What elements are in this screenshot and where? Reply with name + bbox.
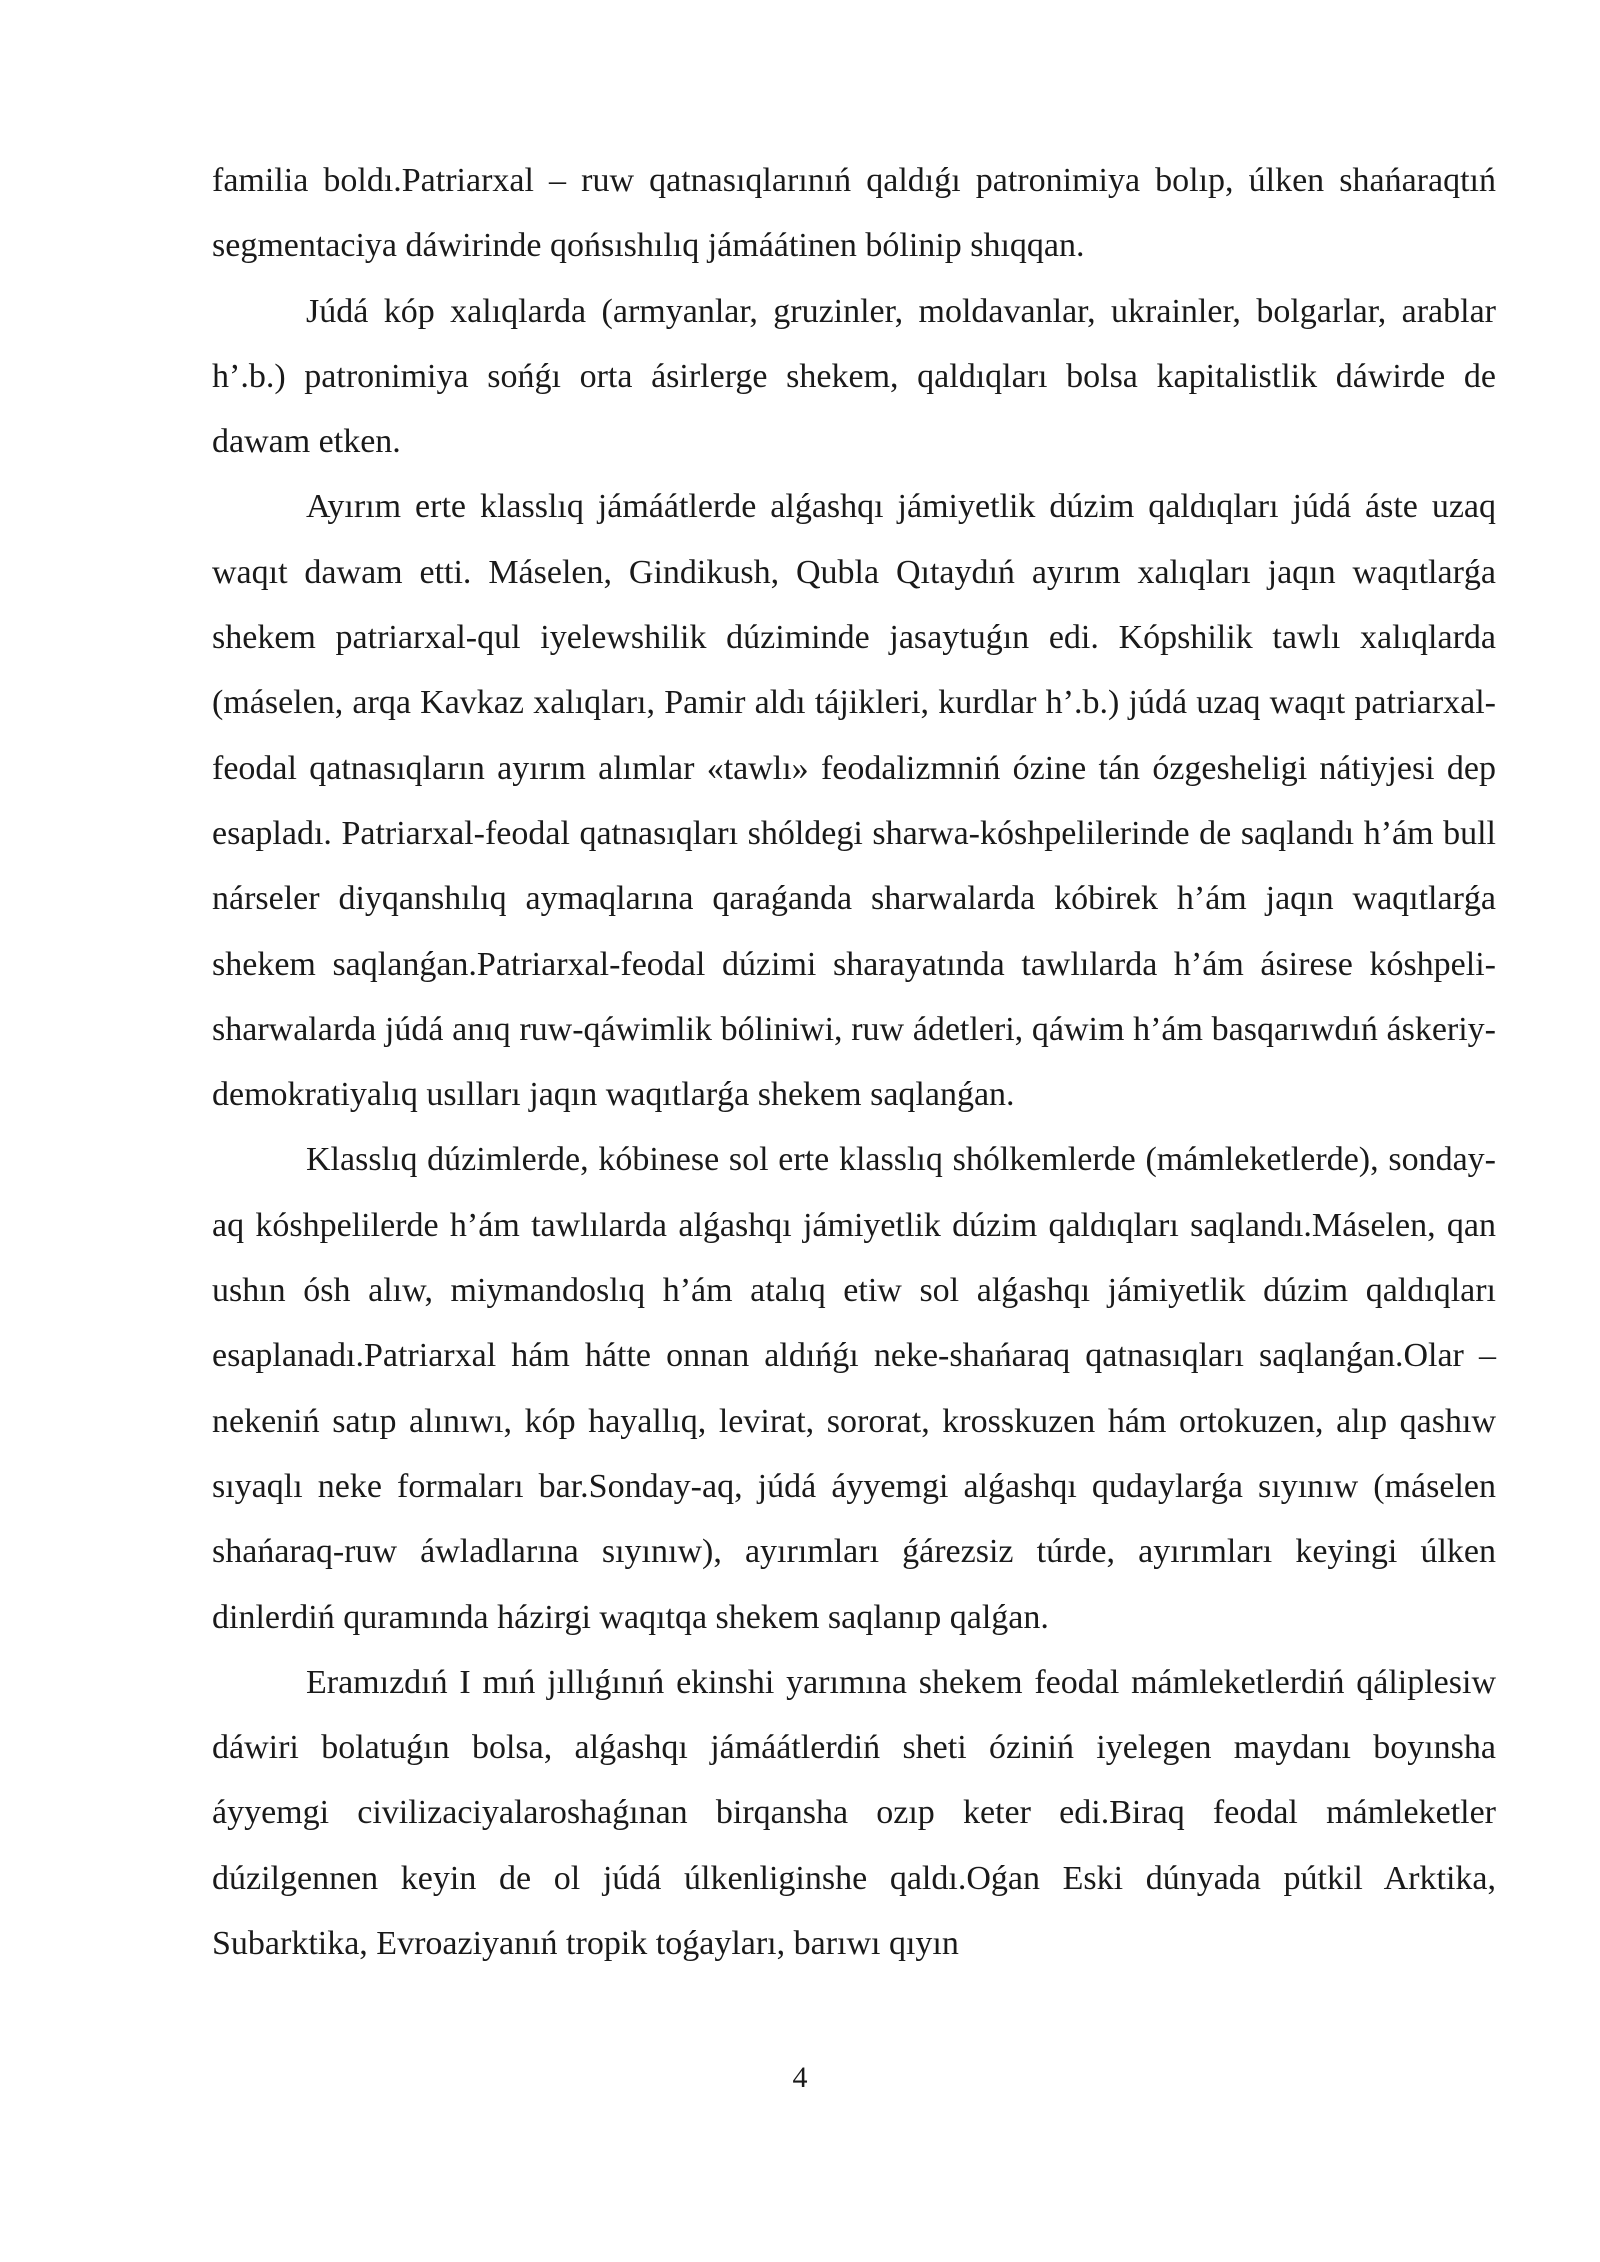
page-number: 4 — [792, 2061, 808, 2094]
paragraph-3: Ayırım erte klasslıq jámáátlerde alǵashqı jámiyetlik dúzim qaldıqları júdá áste uzaq waqıt dawam etti. Máselen, Gindikush, Qubla Qıtaydıń ayırım xalıqları jaqın waqıtlarǵa shekem patriarxal-qul iyelewshilik dúziminde jasaytuǵın edi. Kópshilik tawlı xalıqlarda (máselen, arqa Kavkaz xalıqları, Pamir aldı tájikleri, kurdlar h’.b.) júdá uzaq waqıt patriarxal-feodal qatnasıqların ayırım alımlar «tawlı» feodalizmniń ózine tán ózgesheligi nátiyjesi dep esapladı. Patriarxal-feodal qatnasıqları shóldegi sharwa-kóshpelilerinde de saqlandı h’ám bull nárseler diyqanshılıq aymaqlarına qaraǵanda sharwalarda kóbirek h’ám jaqın waqıtlarǵa shekem saqlanǵan.Patriarxal-feodal dúzimi sharayatında tawlılarda h’ám ásirese kóshpeli-sharwalarda júdá anıq ruw-qáwimlik bóliniwi, ruw ádetleri, qáwim h’ám basqarıwdıń áskeriy-demokratiyalıq usılları jaqın waqıtlarǵa shekem saqlanǵan. — [212, 488, 1496, 1114]
paragraph-2: Júdá kóp xalıqlarda (armyanlar, gruzinler, moldavanlar, ukrainler, bolgarlar, arablar h’.b.) patronimiya sońǵı orta ásirlerge shekem, qaldıqları bolsa kapitalistlik dáwirde de dawam etken. — [212, 292, 1496, 461]
paragraph-4: Klasslıq dúzimlerde, kóbinese sol erte klasslıq shólkemlerde (mámleketlerde), sonday-aq kóshpelilerde h’ám tawlılarda alǵashqı jámiyetlik dúzim qaldıqları saqlandı.Máselen, qan ushın ósh alıw, miymandoslıq h’ám atalıq etiw sol alǵashqı jámiyetlik dúzim qaldıqları esaplanadı.Patriarxal hám hátte onnan aldıńǵı neke-shańaraq qatnasıqları saqlanǵan.Olar – nekeniń satıp alınıwı, kóp hayallıq, levirat, sororat, krosskuzen hám ortokuzen, alıp qashıw sıyaqlı neke formaları bar.Sonday-aq, júdá áyyemgi alǵashqı qudaylarǵa sıyınıw (máselen shańaraq-ruw áwladlarına sıyınıw), ayırımları ǵárezsiz túrde, ayırımları keyingi úlken dinlerdiń quramında házirgi waqıtqa shekem saqlanıp qalǵan. — [212, 1141, 1496, 1636]
paragraph-1: familia boldı.Patriarxal – ruw qatnasıqlarınıń qaldıǵı patronimiya bolıp, úlken shańaraqtıń segmentaciya dáwirinde qońsıshılıq jámáátinen bólinip shıqqan. — [212, 162, 1496, 265]
paragraph-5: Eramızdıń I mıń jıllıǵınıń ekinshi yarımına shekem feodal mámleketlerdiń qáliplesiw dáwiri bolatuǵın bolsa, alǵashqı jámáátlerdiń sheti óziniń iyelegen maydanı boyınsha áyyemgi civilizaciyalaroshaǵınan birqansha ozıp keter edi.Biraq feodal mámleketler dúzilgennen keyin de ol júdá úlkenliginshe qaldı.Oǵan Eski dúnyada pútkil Arktika, Subarktika, Evroaziyanıń tropik toǵayları, barıwı qıyın — [212, 1663, 1496, 1963]
page-body — [212, 148, 1496, 1976]
